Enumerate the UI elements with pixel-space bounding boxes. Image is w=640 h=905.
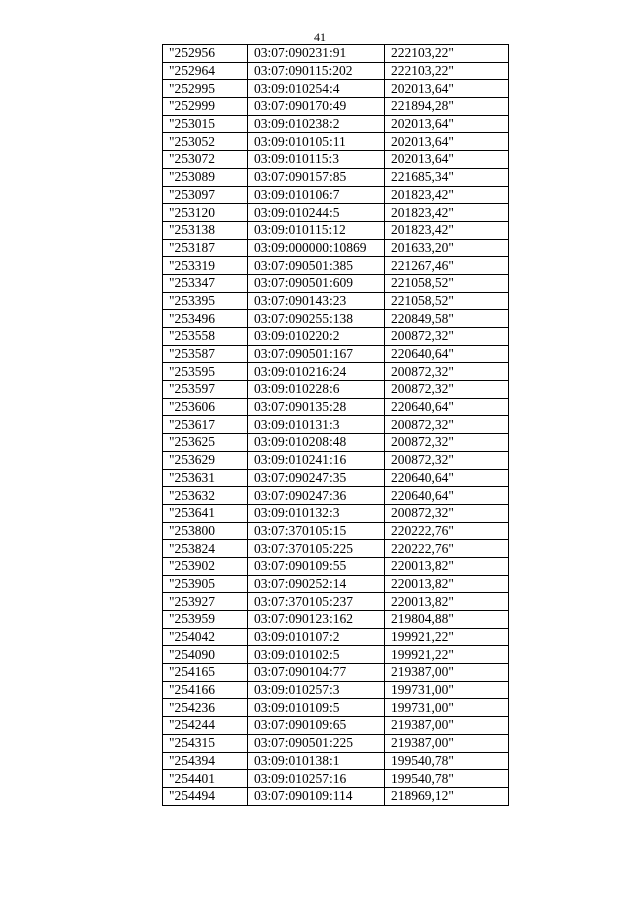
cadastral-number-cell: 03:07:090157:85	[248, 168, 385, 186]
cadastral-number-cell: 03:07:090109:114	[248, 787, 385, 805]
value-cell: 219387,00"	[385, 717, 509, 735]
cadastral-number-cell: 03:09:010238:2	[248, 115, 385, 133]
record-id-cell: "253097	[163, 186, 248, 204]
value-cell: 201823,42"	[385, 186, 509, 204]
value-cell: 220222,76"	[385, 522, 509, 540]
value-cell: 202013,64"	[385, 115, 509, 133]
value-cell: 200872,32"	[385, 363, 509, 381]
table-row	[163, 186, 509, 204]
value-cell: 220013,82"	[385, 557, 509, 575]
record-id-cell: "253187	[163, 239, 248, 257]
table-row	[163, 239, 509, 257]
record-id-cell: "254394	[163, 752, 248, 770]
table-row	[163, 310, 509, 328]
table-row	[163, 469, 509, 487]
table-row	[163, 628, 509, 646]
record-id-cell: "253347	[163, 274, 248, 292]
record-id-cell: "253597	[163, 381, 248, 399]
record-id-cell: "253641	[163, 504, 248, 522]
cadastral-number-cell: 03:09:010257:3	[248, 681, 385, 699]
cadastral-number-cell: 03:07:090231:91	[248, 45, 385, 63]
table-row	[163, 80, 509, 98]
value-cell: 202013,64"	[385, 133, 509, 151]
record-id-cell: "252964	[163, 62, 248, 80]
table-row	[163, 451, 509, 469]
table-row	[163, 487, 509, 505]
record-id-cell: "253631	[163, 469, 248, 487]
value-cell: 202013,64"	[385, 151, 509, 169]
table-row	[163, 416, 509, 434]
record-id-cell: "254236	[163, 699, 248, 717]
value-cell: 199540,78"	[385, 752, 509, 770]
cadastral-number-cell: 03:07:090247:36	[248, 487, 385, 505]
value-cell: 220849,58"	[385, 310, 509, 328]
record-id-cell: "253632	[163, 487, 248, 505]
record-id-cell: "254244	[163, 717, 248, 735]
value-cell: 221058,52"	[385, 274, 509, 292]
value-cell: 199921,22"	[385, 646, 509, 664]
cadastral-number-cell: 03:09:010244:5	[248, 204, 385, 222]
table-row	[163, 575, 509, 593]
value-cell: 201633,20"	[385, 239, 509, 257]
table-row	[163, 98, 509, 116]
table-row	[163, 522, 509, 540]
table-row	[163, 540, 509, 558]
record-id-cell: "253905	[163, 575, 248, 593]
record-id-cell: "253319	[163, 257, 248, 275]
cadastral-number-cell: 03:09:010216:24	[248, 363, 385, 381]
record-id-cell: "253824	[163, 540, 248, 558]
cadastral-number-cell: 03:07:090104:77	[248, 664, 385, 682]
table-row	[163, 328, 509, 346]
record-id-cell: "254042	[163, 628, 248, 646]
cadastral-number-cell: 03:09:010228:6	[248, 381, 385, 399]
cadastral-number-cell: 03:09:010107:2	[248, 628, 385, 646]
value-cell: 200872,32"	[385, 416, 509, 434]
cadastral-number-cell: 03:07:370105:225	[248, 540, 385, 558]
value-cell: 220013,82"	[385, 575, 509, 593]
cadastral-number-cell: 03:07:370105:237	[248, 593, 385, 611]
record-id-cell: "253072	[163, 151, 248, 169]
cadastral-number-cell: 03:09:010131:3	[248, 416, 385, 434]
page-number: 41	[314, 30, 326, 44]
value-cell: 222103,22"	[385, 62, 509, 80]
cadastral-number-cell: 03:09:010106:7	[248, 186, 385, 204]
record-id-cell: "253395	[163, 292, 248, 310]
record-id-cell: "252995	[163, 80, 248, 98]
table-row	[163, 787, 509, 805]
table-body	[163, 45, 509, 806]
value-cell: 220640,64"	[385, 469, 509, 487]
value-cell: 200872,32"	[385, 434, 509, 452]
value-cell: 200872,32"	[385, 381, 509, 399]
record-id-cell: "253138	[163, 221, 248, 239]
record-id-cell: "253496	[163, 310, 248, 328]
table-row	[163, 646, 509, 664]
cadastral-number-cell: 03:09:010102:5	[248, 646, 385, 664]
record-id-cell: "253617	[163, 416, 248, 434]
value-cell: 221894,28"	[385, 98, 509, 116]
table-row	[163, 434, 509, 452]
cadastral-number-cell: 03:09:010220:2	[248, 328, 385, 346]
cadastral-number-cell: 03:09:010109:5	[248, 699, 385, 717]
table-row	[163, 557, 509, 575]
cadastral-number-cell: 03:09:010105:11	[248, 133, 385, 151]
value-cell: 221058,52"	[385, 292, 509, 310]
cadastral-number-cell: 03:07:090109:65	[248, 717, 385, 735]
table-row	[163, 363, 509, 381]
cadastral-number-cell: 03:07:370105:15	[248, 522, 385, 540]
value-cell: 201823,42"	[385, 221, 509, 239]
table-row	[163, 274, 509, 292]
cadastral-number-cell: 03:07:090501:225	[248, 734, 385, 752]
value-cell: 201823,42"	[385, 204, 509, 222]
record-id-cell: "252999	[163, 98, 248, 116]
cadastral-number-cell: 03:07:090115:202	[248, 62, 385, 80]
cadastral-number-cell: 03:07:090123:162	[248, 611, 385, 629]
table-row	[163, 593, 509, 611]
table-row	[163, 168, 509, 186]
value-cell: 221685,34"	[385, 168, 509, 186]
table-row	[163, 257, 509, 275]
cadastral-number-cell: 03:07:090143:23	[248, 292, 385, 310]
value-cell: 200872,32"	[385, 328, 509, 346]
value-cell: 200872,32"	[385, 504, 509, 522]
cadastral-number-cell: 03:07:090501:385	[248, 257, 385, 275]
table-row	[163, 699, 509, 717]
table-row	[163, 504, 509, 522]
table-row	[163, 381, 509, 399]
cadastral-number-cell: 03:09:010138:1	[248, 752, 385, 770]
cadastral-number-cell: 03:07:090135:28	[248, 398, 385, 416]
cadastral-number-cell: 03:07:090109:55	[248, 557, 385, 575]
value-cell: 220013,82"	[385, 593, 509, 611]
cadastral-number-cell: 03:09:010115:3	[248, 151, 385, 169]
record-id-cell: "252956	[163, 45, 248, 63]
table-row	[163, 717, 509, 735]
value-cell: 220640,64"	[385, 398, 509, 416]
record-id-cell: "253052	[163, 133, 248, 151]
cadastral-number-cell: 03:07:090252:14	[248, 575, 385, 593]
record-id-cell: "254166	[163, 681, 248, 699]
cadastral-number-cell: 03:09:010208:48	[248, 434, 385, 452]
record-id-cell: "254401	[163, 770, 248, 788]
cadastral-number-cell: 03:07:090247:35	[248, 469, 385, 487]
value-cell: 219387,00"	[385, 734, 509, 752]
value-cell: 220222,76"	[385, 540, 509, 558]
record-id-cell: "253625	[163, 434, 248, 452]
value-cell: 202013,64"	[385, 80, 509, 98]
value-cell: 199731,00"	[385, 699, 509, 717]
value-cell: 218969,12"	[385, 787, 509, 805]
record-id-cell: "254090	[163, 646, 248, 664]
value-cell: 219387,00"	[385, 664, 509, 682]
table-row	[163, 62, 509, 80]
cadastral-number-cell: 03:09:000000:10869	[248, 239, 385, 257]
cadastral-number-cell: 03:07:090255:138	[248, 310, 385, 328]
record-id-cell: "253629	[163, 451, 248, 469]
record-id-cell: "253015	[163, 115, 248, 133]
data-table	[162, 44, 509, 806]
value-cell: 220640,64"	[385, 345, 509, 363]
record-id-cell: "253606	[163, 398, 248, 416]
cadastral-number-cell: 03:09:010241:16	[248, 451, 385, 469]
record-id-cell: "253959	[163, 611, 248, 629]
table-row	[163, 115, 509, 133]
record-id-cell: "253120	[163, 204, 248, 222]
record-id-cell: "254165	[163, 664, 248, 682]
table-row	[163, 151, 509, 169]
table-row	[163, 45, 509, 63]
value-cell: 221267,46"	[385, 257, 509, 275]
cadastral-number-cell: 03:07:090501:167	[248, 345, 385, 363]
table-row	[163, 611, 509, 629]
record-id-cell: "253089	[163, 168, 248, 186]
table-row	[163, 292, 509, 310]
value-cell: 199731,00"	[385, 681, 509, 699]
record-id-cell: "253902	[163, 557, 248, 575]
value-cell: 220640,64"	[385, 487, 509, 505]
table-row	[163, 345, 509, 363]
value-cell: 222103,22"	[385, 45, 509, 63]
value-cell: 219804,88"	[385, 611, 509, 629]
table-row	[163, 221, 509, 239]
record-id-cell: "254494	[163, 787, 248, 805]
value-cell: 200872,32"	[385, 451, 509, 469]
table-row	[163, 664, 509, 682]
value-cell: 199540,78"	[385, 770, 509, 788]
table-row	[163, 770, 509, 788]
table-row	[163, 734, 509, 752]
cadastral-number-cell: 03:07:090501:609	[248, 274, 385, 292]
table-row	[163, 204, 509, 222]
record-id-cell: "253595	[163, 363, 248, 381]
table-row	[163, 681, 509, 699]
cadastral-number-cell: 03:09:010132:3	[248, 504, 385, 522]
record-id-cell: "254315	[163, 734, 248, 752]
cadastral-number-cell: 03:07:090170:49	[248, 98, 385, 116]
table-row	[163, 133, 509, 151]
record-id-cell: "253927	[163, 593, 248, 611]
record-id-cell: "253558	[163, 328, 248, 346]
cadastral-number-cell: 03:09:010254:4	[248, 80, 385, 98]
record-id-cell: "253587	[163, 345, 248, 363]
value-cell: 199921,22"	[385, 628, 509, 646]
cadastral-number-cell: 03:09:010257:16	[248, 770, 385, 788]
cadastral-number-cell: 03:09:010115:12	[248, 221, 385, 239]
record-id-cell: "253800	[163, 522, 248, 540]
table-row	[163, 752, 509, 770]
table-row	[163, 398, 509, 416]
